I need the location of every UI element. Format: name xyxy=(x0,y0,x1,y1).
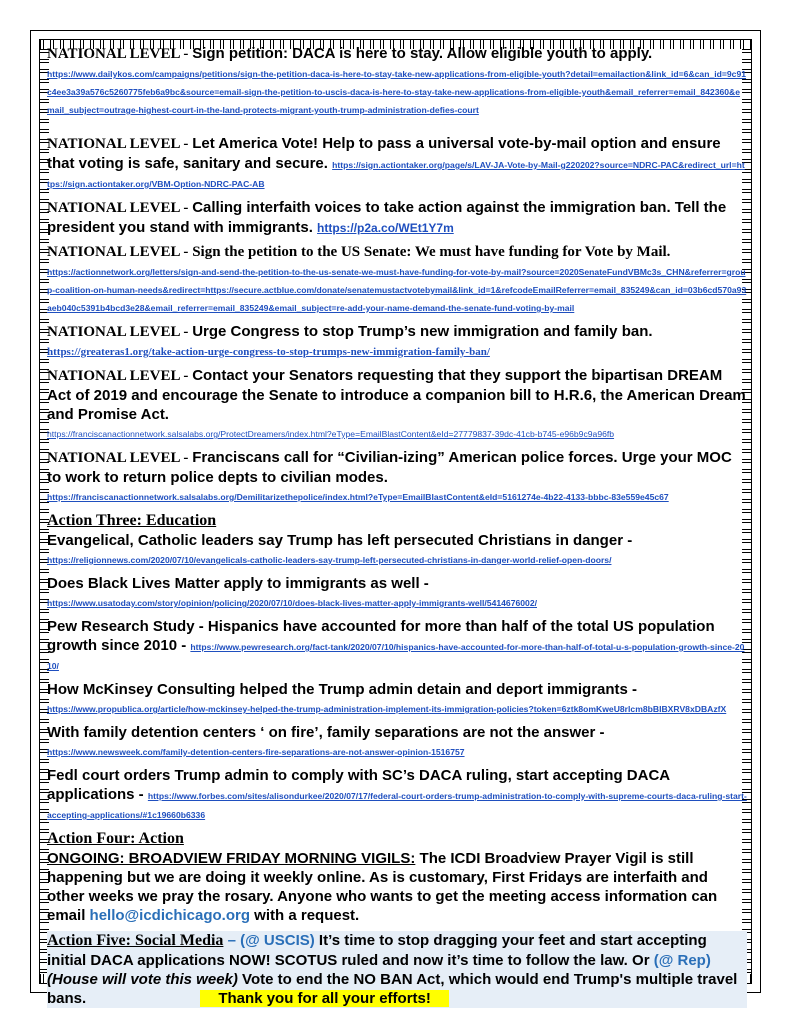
document-body xyxy=(47,44,747,1008)
item-text: Fedl court orders Trump admin to comply with SC’s DACA ruling, start accepting DACA applications - xyxy=(47,767,670,803)
item-text: Franciscans call for “Civilian-izing” American police forces. Urge your MOC to work to return police depts to civilian modes. xyxy=(47,449,732,486)
item-text: Urge Congress to stop Trump’s new immigration and family ban. xyxy=(192,323,653,340)
education-item-6 xyxy=(47,766,747,823)
item-link[interactable]: https://www.forbes.com/sites/alisondurkee/2020/07/17/federal-court-orders-trump-administration-to-comply-with-supreme-courts-daca-ruling-start-accepting-applications/#1c19660b6336 xyxy=(47,791,747,820)
item-link[interactable]: https://www.dailykos.com/campaigns/petitions/sign-the-petition-daca-is-here-to-stay-take-new-applications-from-eligible-youth?detail=emailaction&link_id=6&can_id=9c91c4ee3a39a576c5260775feb6a9bc&source=email-sign-the-petition-to-uscis-daca-is-here-to-stay-take-new-applications-from-eligible-youth&email_referrer=email_842360&email_subject=outrage-highest-court-in-the-land-protects-migrant-youth-trump-administration-defies-court xyxy=(47,69,747,115)
item-link[interactable]: https://franciscanactionnetwork.salsalabs.org/Demilitarizethepolice/index.html?eType=EmailBlastContent&eId=5161274e-4b22-4133-bbbc-83e559e45c67 xyxy=(47,492,669,502)
item-lead: NATIONAL LEVEL - xyxy=(47,200,193,216)
house-note: (House will vote this week) xyxy=(47,971,238,988)
item-lead: NATIONAL LEVEL - xyxy=(47,324,193,340)
item-text: Contact your Senators requesting that they support the bipartisan DREAM Act of 2019 and encourage the Senate to introduce a companion bill to H.R.6, the American Dream and Promise Act. xyxy=(47,367,746,423)
item-lead: NATIONAL LEVEL - xyxy=(47,450,193,466)
vigil-text: The ICDI Broadview Prayer Vigil is still happening but we are doing it weekly online. As is customary, First Fridays are interfaith and other weeks we pray the rosary. Anyone who wants to get the meeting access information can email xyxy=(47,850,718,924)
item-text: Evangelical, Catholic leaders say Trump has left persecuted Christians in danger - xyxy=(47,532,633,549)
email-link[interactable]: hello@icdichicago.org xyxy=(89,907,251,924)
education-item-3 xyxy=(47,617,747,674)
uscis-handle[interactable]: (@ USCIS) xyxy=(240,932,315,949)
national-item-6 xyxy=(47,366,747,442)
action-five-heading: Action Five: Social Media xyxy=(47,932,224,949)
item-lead: NATIONAL LEVEL - xyxy=(47,46,193,62)
action-four-heading: Action Four: Action xyxy=(47,830,184,847)
item-link[interactable]: https://www.usatoday.com/story/opinion/policing/2020/07/10/does-black-lives-matter-apply-immigrants-well/5414676002/ xyxy=(47,598,537,608)
item-link[interactable]: https://www.pewresearch.org/fact-tank/2020/07/10/hispanics-have-accounted-for-more-than-half-of-total-u-s-population-growth-since-2010/ xyxy=(47,642,745,671)
item-lead: NATIONAL LEVEL - xyxy=(47,244,193,260)
item-link[interactable]: https://p2a.co/WEt1Y7m xyxy=(317,221,454,235)
item-text: Sign petition: DACA is here to stay. Allow eligible youth to apply. xyxy=(192,45,653,62)
national-item-2 xyxy=(47,134,747,192)
national-item-7 xyxy=(47,448,747,505)
item-lead: NATIONAL LEVEL - xyxy=(47,368,193,384)
vigil-paragraph xyxy=(47,849,747,925)
national-item-4 xyxy=(47,243,747,316)
education-item-2 xyxy=(47,574,747,611)
item-link[interactable]: https://actionnetwork.org/letters/sign-and-send-the-petition-to-the-us-senate-we-must-have-funding-for-vote-by-mail?source=2020SenateFundVBMc3s_CHN&referrer=group-coalition-on-human-needs&redirect=https://secure.actblue.com/donate/senatemustactvotebymail&link_id=1&refcodeEmailReferrer=email_835249&can_id=03b6cd570a93aeb040c5391b4bcd3e28&email_referrer=email_835249&email_subject=re-add-your-name-demand-the-senate-fund-voting-by-mail xyxy=(47,267,747,313)
education-item-1 xyxy=(47,531,747,568)
national-item-1 xyxy=(47,44,747,118)
national-item-3 xyxy=(47,198,747,237)
action-five-block xyxy=(47,931,747,1008)
item-text: Calling interfaith voices to take action against the immigration ban. Tell the president you stand with immigrants. xyxy=(47,199,727,236)
item-link[interactable]: https://www.newsweek.com/family-detention-centers-fire-separations-are-not-answer-opinion-1516757 xyxy=(47,747,465,757)
item-link[interactable]: https://sign.actiontaker.org/page/s/LAV-JA-Vote-by-Mail-g220202?source=NDRC-PAC&redirect_url=https://sign.actiontaker.org/VBM-Option-NDRC-PAC-AB xyxy=(47,160,745,189)
item-link[interactable]: https://franciscanactionnetwork.salsalabs.org/ProtectDreamers/index.html?eType=EmailBlastContent&eId=27779837-39dc-41cb-b745-e96b9c9a96fb xyxy=(47,429,615,439)
item-text: Let America Vote! Help to pass a universal vote-by-mail option and ensure that voting is safe, sanitary and secure. xyxy=(47,135,721,172)
national-item-5 xyxy=(47,322,747,360)
vigil-tail: with a request. xyxy=(250,907,360,924)
item-link[interactable]: https://www.propublica.org/article/how-mckinsey-helped-the-trump-administration-implement-its-immigration-policies?token=6ztk8omKweU8rlcm8bBIBXRV8xDBAzfX xyxy=(47,704,727,714)
item-text: Pew Research Study - Hispanics have accounted for more than half of the total US population growth since 2010 - xyxy=(47,618,715,654)
item-link[interactable]: https://religionnews.com/2020/07/10/evangelicals-catholic-leaders-say-trump-left-persecuted-christians-in-danger-world-relief-open-doors/ xyxy=(47,555,612,565)
item-text: With family detention centers ‘ on fire’, family separations are not the answer - xyxy=(47,724,605,741)
dash: – xyxy=(223,932,241,949)
vigil-label: ONGOING: BROADVIEW FRIDAY MORNING VIGILS: xyxy=(47,850,416,867)
thanks-highlight: Thank you for all your efforts! xyxy=(200,990,449,1007)
rep-handle[interactable]: (@ Rep) xyxy=(653,952,711,969)
action-five-text-2: Vote to end the NO BAN Act, which would end Trump's multiple travel bans. xyxy=(47,971,738,1007)
education-item-5 xyxy=(47,723,747,760)
item-text: How McKinsey Consulting helped the Trump admin detain and deport immigrants - xyxy=(47,681,638,698)
education-heading: Action Three: Education xyxy=(47,512,217,529)
item-lead: NATIONAL LEVEL - xyxy=(47,136,193,152)
action-five-text-1: It’s time to stop dragging your feet and start accepting initial DACA applications NOW! SCOTUS ruled and now it’s time to follow the law. Or xyxy=(47,932,707,969)
item-link[interactable]: https://greateras1.org/take-action-urge-congress-to-stop-trumps-new-immigration-family-ban/ xyxy=(47,346,490,358)
education-item-4 xyxy=(47,680,747,717)
item-text: Sign the petition to the US Senate: We must have funding for Vote by Mail. xyxy=(192,244,671,260)
item-text: Does Black Lives Matter apply to immigrants as well - xyxy=(47,575,429,592)
